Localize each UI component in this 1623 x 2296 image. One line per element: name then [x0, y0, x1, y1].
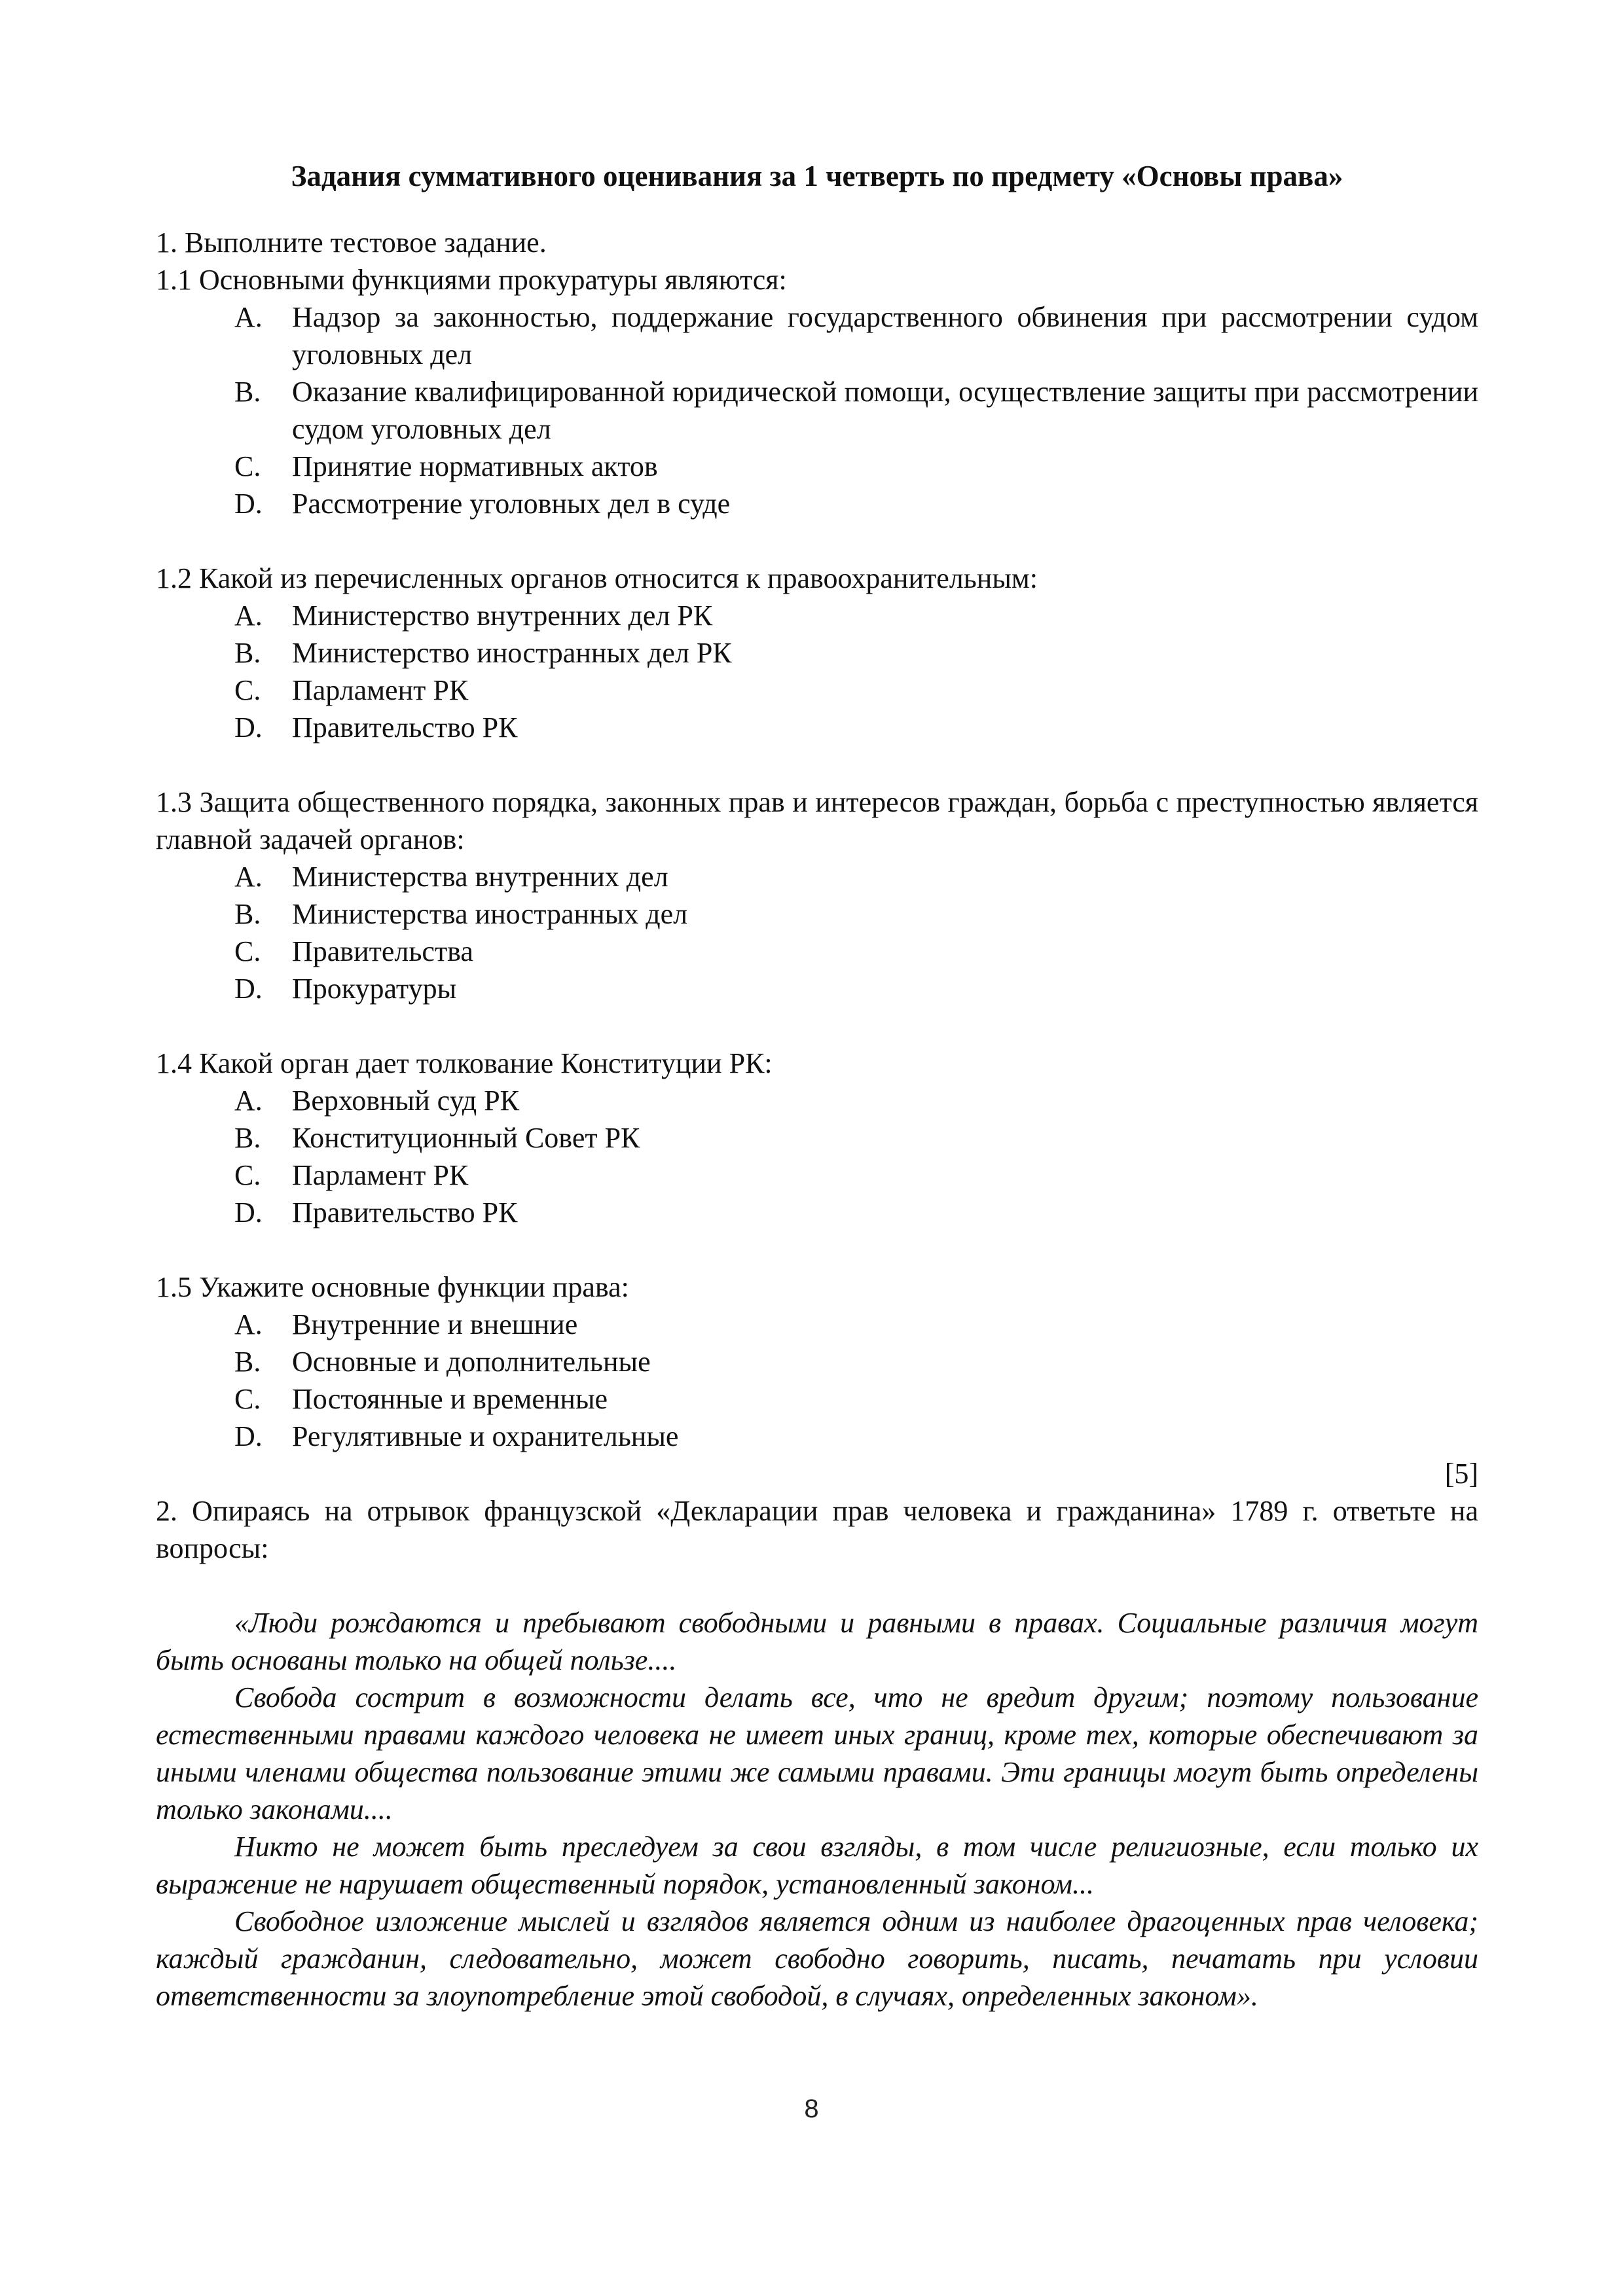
option-letter: A.	[234, 600, 263, 632]
answer-options	[156, 298, 1478, 522]
option-text: Министерство внутренних дел РК	[292, 600, 713, 632]
option-letter: C.	[234, 1383, 261, 1415]
quote-paragraph: Свобода сострит в возможности делать все, что не вредит другим; поэтому пользование естественными правами каждого человека не имеет иных границ, кроме тех, которые обеспечивают за иными членами общества пользование этими же самыми правами. Эти границы могут быть определены только законами....	[156, 1681, 1478, 1825]
answer-option-d	[234, 970, 1478, 1007]
option-letter: A.	[234, 861, 263, 893]
answer-option-c	[234, 1157, 1478, 1194]
option-letter: B.	[234, 1346, 261, 1378]
answer-option-d	[234, 709, 1478, 746]
answer-option-a	[234, 858, 1478, 895]
answer-option-a	[234, 298, 1478, 373]
option-letter: A.	[234, 301, 263, 333]
option-text: Принятие нормативных актов	[292, 450, 658, 482]
task-2-heading: 2. Опираясь на отрывок французской «Декларации прав человека и гражданина» 1789 г. ответьте на вопросы:	[156, 1495, 1478, 1564]
option-text: Постоянные и временные	[292, 1383, 608, 1415]
answer-option-b	[234, 1343, 1478, 1380]
spacer	[156, 1007, 1478, 1045]
option-text: Оказание квалифицированной юридической помощи, осуществление защиты при рассмотрении судом уголовных дел	[292, 376, 1478, 445]
question-1-5	[156, 1268, 1478, 1455]
option-letter: C.	[234, 935, 261, 967]
option-letter: A.	[234, 1085, 263, 1117]
document-page	[156, 157, 1478, 2015]
option-letter: B.	[234, 1122, 261, 1154]
answer-option-b	[234, 1119, 1478, 1157]
answer-option-d	[234, 485, 1478, 522]
spacer	[156, 522, 1478, 560]
option-text: Надзор за законностью, поддержание государственного обвинения при рассмотрении судом уголовных дел	[292, 301, 1478, 370]
answer-option-c	[234, 672, 1478, 709]
option-text: Правительства	[292, 935, 473, 967]
option-text: Министерства внутренних дел	[292, 861, 668, 893]
option-letter: D.	[234, 1420, 263, 1452]
option-text: Основные и дополнительные	[292, 1346, 651, 1378]
option-text: Министерства иностранных дел	[292, 898, 688, 930]
quote-paragraph: Свободное изложение мыслей и взглядов является одним из наиболее драгоценных прав человека; каждый гражданин, следовательно, может свободно говорить, писать, печатать при условии ответственности за злоупотребление этой свободой, в случаях, определенных законом».	[156, 1905, 1478, 2012]
question-1-1	[156, 261, 1478, 522]
option-text: Прокуратуры	[292, 973, 457, 1005]
spacer	[156, 1231, 1478, 1268]
answer-option-d	[234, 1418, 1478, 1455]
question-text: 1.1 Основными функциями прокуратуры являются:	[156, 264, 787, 296]
spacer	[156, 746, 1478, 783]
option-letter: D.	[234, 488, 263, 520]
answer-option-a	[234, 597, 1478, 634]
question-1-4	[156, 1045, 1478, 1231]
answer-option-d	[234, 1194, 1478, 1231]
option-letter: B.	[234, 898, 261, 930]
option-text: Правительство РК	[292, 1196, 518, 1229]
answer-option-b	[234, 895, 1478, 933]
option-letter: A.	[234, 1308, 263, 1340]
task-1-heading: 1. Выполните тестовое задание.	[156, 226, 547, 259]
option-text: Внутренние и внешние	[292, 1308, 578, 1340]
option-text: Конституционный Совет РК	[292, 1122, 640, 1154]
answer-option-c	[234, 933, 1478, 970]
page-number: 8	[804, 2094, 819, 2123]
document-title: Задания суммативного оценивания за 1 четверть по предмету «Основы права»	[291, 160, 1343, 192]
option-text: Парламент РК	[292, 1159, 469, 1191]
option-text: Регулятивные и охранительные	[292, 1420, 679, 1452]
question-text: 1.3 Защита общественного порядка, законных прав и интересов граждан, борьба с преступностью является главной задачей органов:	[156, 786, 1478, 855]
answer-options	[156, 597, 1478, 746]
option-text: Министерство иностранных дел РК	[292, 637, 732, 669]
option-letter: B.	[234, 376, 261, 408]
quote-paragraph: «Люди рождаются и пребывают свободными и равными в правах. Социальные различия могут быть основаны только на общей пользе....	[156, 1607, 1478, 1676]
option-text: Рассмотрение уголовных дел в суде	[292, 488, 731, 520]
answer-option-a	[234, 1306, 1478, 1343]
option-letter: D.	[234, 711, 263, 744]
option-letter: D.	[234, 1196, 263, 1229]
option-letter: C.	[234, 450, 261, 482]
score-mark: [5]	[1444, 1458, 1478, 1490]
declaration-quote	[156, 1604, 1478, 2015]
answer-option-b	[234, 373, 1478, 448]
answer-options	[156, 858, 1478, 1007]
option-letter: C.	[234, 674, 261, 706]
answer-option-c	[234, 448, 1478, 485]
option-letter: B.	[234, 637, 261, 669]
answer-options	[156, 1082, 1478, 1231]
question-1-2	[156, 560, 1478, 746]
option-text: Парламент РК	[292, 674, 469, 706]
option-letter: C.	[234, 1159, 261, 1191]
question-1-3	[156, 783, 1478, 1007]
answer-option-b	[234, 634, 1478, 672]
question-text: 1.2 Какой из перечисленных органов относится к правоохранительным:	[156, 562, 1038, 594]
answer-options	[156, 1306, 1478, 1455]
option-text: Правительство РК	[292, 711, 518, 744]
question-text: 1.4 Какой орган дает толкование Конституции РК:	[156, 1047, 773, 1079]
quote-paragraph: Никто не может быть преследуем за свои взгляды, в том числе религиозные, если только их выражение не нарушает общественный порядок, установленный законом...	[156, 1831, 1478, 1900]
option-letter: D.	[234, 973, 263, 1005]
answer-option-a	[234, 1082, 1478, 1119]
question-text: 1.5 Укажите основные функции права:	[156, 1271, 629, 1303]
option-text: Верховный суд РК	[292, 1085, 520, 1117]
answer-option-c	[234, 1380, 1478, 1418]
